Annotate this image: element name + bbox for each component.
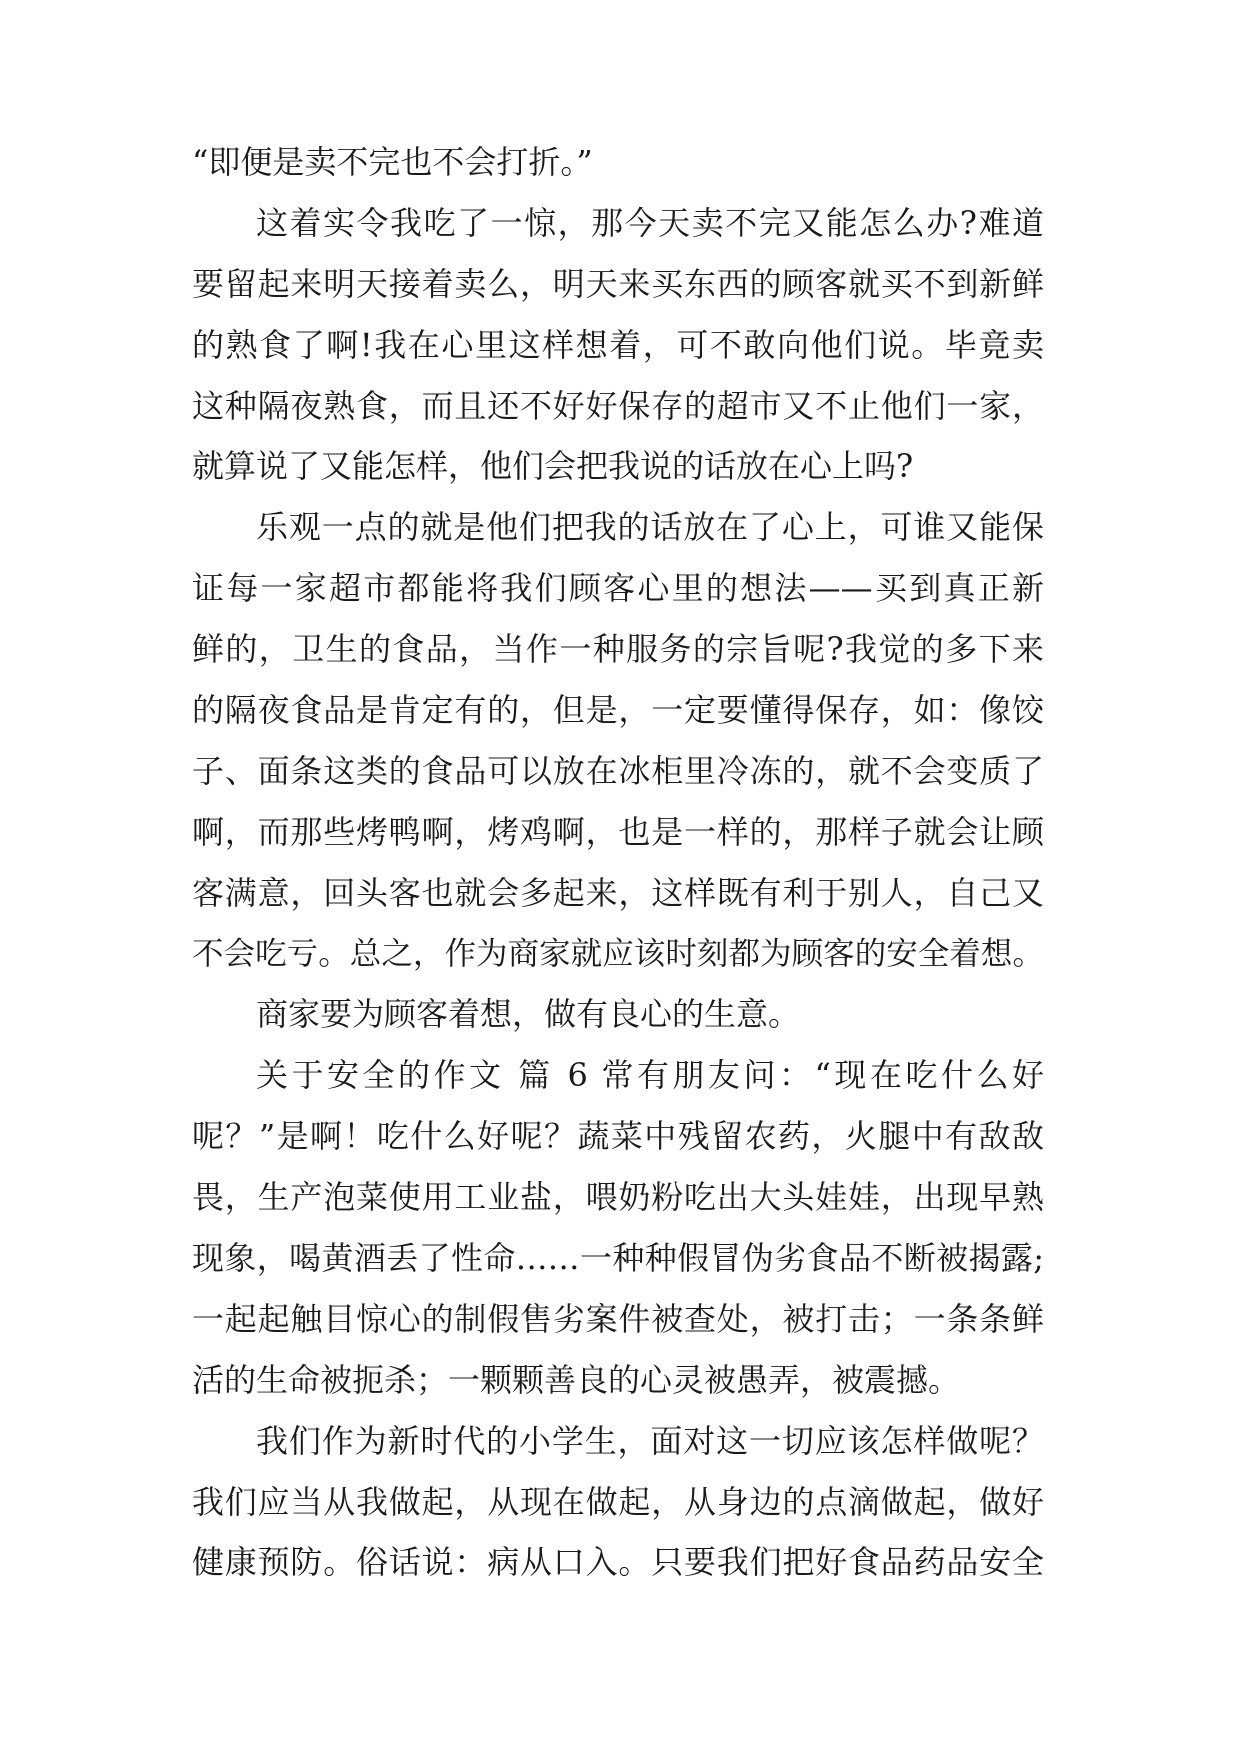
text-line: 畏，生产泡菜使用工业盐，喂奶粉吃出大头娃娃，出现早熟 (192, 1178, 1044, 1217)
text-line: 客满意，回头客也就会多起来，这样既有利于别人，自己又 (192, 873, 1044, 912)
essay-body (192, 132, 1044, 1593)
text-line: 的隔夜食品是肯定有的，但是，一定要懂得保存，如：像饺 (192, 691, 1044, 730)
text-line: 要留起来明天接着卖么，明天来买东西的顾客就买不到新鲜 (192, 264, 1044, 303)
text-line: 商家要为顾客着想，做有良心的生意。 (256, 995, 801, 1034)
text-line: 现象，喝黄酒丢了性命……一种种假冒伪劣食品不断被揭露; (192, 1239, 1044, 1278)
text-line: 我们作为新时代的小学生，面对这一切应该怎样做呢？ (256, 1421, 1044, 1460)
text-line: 关于安全的作文 篇 6 常有朋友问：“现在吃什么好 (256, 1056, 1044, 1095)
text-line: 就算说了又能怎样，他们会把我说的话放在心上吗? (192, 447, 914, 486)
text-line: 一起起触目惊心的制假售劣案件被查处，被打击；一条条鲜 (192, 1299, 1044, 1338)
text-line: 这种隔夜熟食，而且还不好好保存的超市又不止他们一家， (192, 386, 1044, 425)
text-line: 证每一家超市都能将我们顾客心里的想法——买到真正新 (192, 569, 1044, 608)
text-line: 我们应当从我做起，从现在做起，从身边的点滴做起，做好 (192, 1482, 1044, 1521)
text-line: 不会吃亏。总之，作为商家就应该时刻都为顾客的安全着想。 (192, 935, 1044, 972)
text-line: 子、面条这类的食品可以放在冰柜里冷冻的，就不会变质了 (192, 751, 1044, 790)
text-line: 呢？”是啊！吃什么好呢？蔬菜中残留农药，火腿中有敌敌 (192, 1117, 1044, 1156)
text-line: 啊，而那些烤鸭啊，烤鸡啊，也是一样的，那样子就会让顾 (192, 812, 1044, 851)
text-line: 这着实令我吃了一惊，那今天卖不完又能怎么办?难道 (256, 203, 1044, 242)
text-line: 乐观一点的就是他们把我的话放在了心上，可谁又能保 (256, 508, 1044, 547)
text-line: 健康预防。俗话说：病从口入。只要我们把好食品药品安全 (192, 1543, 1044, 1582)
text-line: 鲜的，卫生的食品，当作一种服务的宗旨呢?我觉的多下来 (192, 630, 1044, 669)
text-line: 的熟食了啊!我在心里这样想着，可不敢向他们说。毕竟卖 (192, 325, 1044, 364)
text-line: “即便是卖不完也不会打折。” (192, 143, 593, 181)
text-line: 活的生命被扼杀；一颗颗善良的心灵被愚弄，被震撼。 (192, 1360, 961, 1399)
